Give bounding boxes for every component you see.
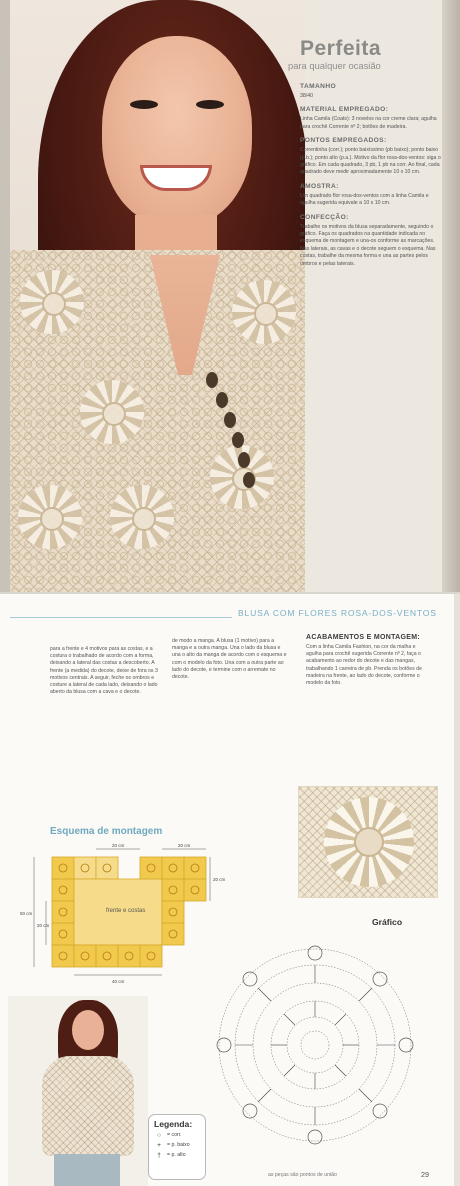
model-photo-small [8,996,148,1186]
section-text: Correntinha (corr.); ponto baixíssimo (pb baixo); ponto baixo (p.b.); ponto alto (p.a.). Motivo da flor rosa-dos-ventos: siga o gráfico. Em cada quadrado, 3 pb, 1 pb na corr. Ao final, cada quadrado deve medir aproximadamente 10 x 10 cm. [300,147,441,176]
legend-label: = p. baixo [167,1142,190,1148]
page-header [0,600,460,620]
motif-photo [298,786,438,898]
model-eye [196,100,224,109]
section-text: Trabalhe os motivos da blusa separadamente, seguindo o gráfico. Faça os quadrados na quantidade indicada no esquema de montagem e una-os conforme as marcações. Nas laterais, as cavas e o decote seguem o esquema. Nas costas, trabalhe da mesma forma e una as partes pelos ombros e pelas laterais. [300,223,436,267]
legend-item [154,1152,200,1159]
diagram-center-label: frente e costas [106,908,146,914]
legend-label: = p. alto [167,1152,186,1158]
flower-motif [80,380,144,444]
page-number: 29 [421,1170,429,1179]
wooden-button [232,432,244,448]
diagram-title: Esquema de montagem [50,826,163,837]
dimension-label: 50 cm [20,911,33,916]
model-photo [10,0,305,592]
crochet-blouse [42,1056,134,1156]
section-text: Um quadrado flor rosa-dos-ventos com a linha Camila e agulha sugerida equivale a 10 x 10 cm. [300,192,429,207]
dimension-label: 20 cm [213,877,226,882]
section-heading: MATERIAL EMPREGADO: [300,106,389,114]
model-face [102,36,252,226]
finishing-column [306,634,430,687]
wooden-button [216,392,228,408]
header-title: BLUSA COM FLORES ROSA-DOS-VENTOS [238,608,437,618]
instructions-column: para a frente e 4 motivos para as costas, e a costura o trabalhado de acordo com a forma, deixando a lateral das costas a descoberto. A frente (a medida) do decote, deixe de fora os 3 motivos centrais. A seguir, feche os ombros e costure a lateral de cada lado, deixando o lado aberto da blusa com a cava e o decote. [50,646,158,696]
dimension-label: 20 cm [37,923,50,928]
magazine-page-top [0,0,460,592]
footer-note: as peças são pontos de união [268,1172,337,1178]
wooden-button [243,472,255,488]
header-rule [10,617,232,618]
wooden-button [224,412,236,428]
magazine-page-bottom [0,592,460,1186]
dimension-label: 40 cm [112,979,125,984]
model-eye [130,100,158,109]
flower-motif [18,485,82,549]
page-edge [442,0,460,592]
section-text: Linha Camila (Coats): 3 novelos na cor creme clara; agulha para crochê Corrente nº 2; botões de madeira. [300,116,437,130]
legend-box [148,1114,206,1180]
section-text: 38/40 [300,93,313,99]
crochet-blouse [10,250,305,592]
finishing-heading: ACABAMENTOS E MONTAGEM: [306,634,420,641]
single-crochet-symbol-icon: + [157,1142,161,1149]
double-crochet-symbol-icon: † [157,1152,161,1159]
model-face [72,1010,104,1050]
section-heading: AMOSTRA: [300,182,339,190]
page-title: Perfeita [300,37,382,60]
pattern-intro [288,37,442,268]
crochet-chart [205,927,440,1159]
flower-motif [20,270,84,334]
page-edge [454,594,460,1186]
section-heading: TAMANHO [300,83,337,90]
chart-stitches [235,965,395,1125]
section-heading: PONTOS EMPREGADOS: [300,137,387,145]
legend-item [154,1132,200,1139]
dimension-label: 20 cm [178,843,191,848]
instructions-column: de modo a manga. A blusa (1 motivo) para a manga e a outra manga. Una o lado da blusa e una o alto da manga de acordo com o esquema e com o modelo da foto. Una com a outra parte ao lado do decote, e termine com o arremate no decote. [172,638,287,681]
section-heading: CONFECÇÃO: [300,213,349,221]
dimension-label: 20 cm [112,843,125,848]
legend-item [154,1142,200,1149]
page-edge [0,0,10,592]
flower-center [354,827,384,857]
flower-motif [110,485,174,549]
finishing-text: Com a linha Camila Fashion, na cor da malha e agulha para crochê sugerida Corrente nº 2, faça o acabamento ao redor do decote e das mangas, trabalhando 1 carreira de pb. Prenda os botões de madeira na frente, ao lado do decote, conforme o modelo da foto. [306,644,422,687]
flower-motif [232,280,296,344]
legend-label: = corr. [167,1132,182,1138]
legend-title: Legenda: [154,1119,193,1129]
chain-symbol-icon: ○ [157,1132,161,1139]
chart-title: Gráfico [372,917,403,927]
page-subtitle: para qualquer ocasião [288,60,381,71]
wooden-button [238,452,250,468]
model-jeans [54,1154,120,1186]
wooden-button [206,372,218,388]
